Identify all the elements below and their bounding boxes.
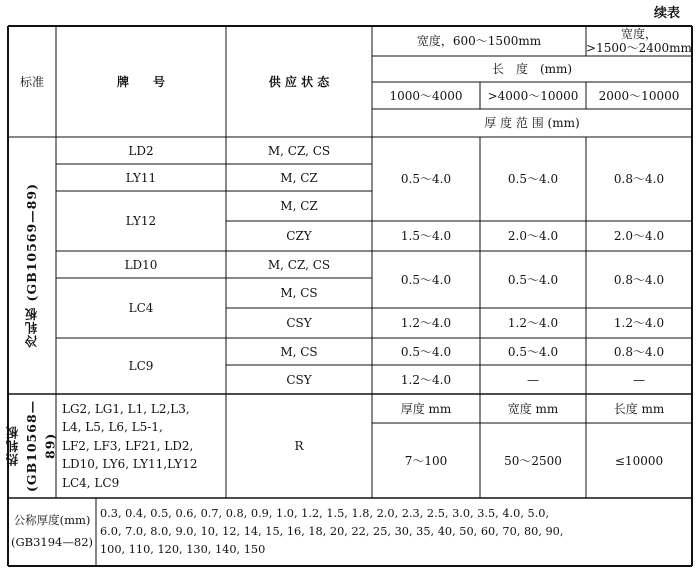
hot-grades — [62, 396, 226, 496]
value-g4-c2: 1.2～4.0 — [507, 316, 559, 330]
grade-ly11: LY11 — [125, 170, 157, 185]
hot-rolled-label-cell — [4, 394, 58, 498]
hot-grades-line: LD10, LY6, LY11,LY12 — [62, 457, 198, 472]
value-g2-c3: 2.0～4.0 — [613, 229, 665, 243]
header-grade: 牌 号 — [116, 74, 165, 89]
value-g1-c2: 0.5～4.0 — [507, 172, 559, 186]
cold-rolled-label: 冷轧板 (GB10569—89) — [23, 183, 39, 348]
value-g4-c1: 1.2～4.0 — [400, 316, 452, 330]
value-g3-c1: 0.5～4.0 — [400, 272, 452, 287]
grade-lc4: LC4 — [128, 301, 154, 315]
state-row-3: M, CZ — [280, 199, 318, 213]
grade-ld10: LD10 — [124, 257, 158, 272]
hot-grades-line: LF2, LF3, LF21, LD2, — [62, 438, 194, 453]
nominal-values-line: 100, 110, 120, 130, 140, 150 — [100, 543, 266, 557]
grade-ld2: LD2 — [128, 143, 154, 158]
nominal-label — [8, 498, 96, 566]
value-g4-c3: 1.2～4.0 — [613, 316, 665, 330]
header-width-2-line2: >1500～2400mm — [586, 41, 692, 55]
nominal-values — [100, 500, 690, 564]
nominal-values-line: 6.0, 7.0, 8.0, 9.0, 10, 12, 14, 15, 16, 18, 20, 22, 25, 30, 35, 40, 50, 60, 70, 80, 90, — [100, 524, 564, 538]
hot-header-width: 宽度 mm — [507, 401, 559, 416]
state-row-4: CZY — [286, 229, 312, 243]
value-g5-c1: 0.5～4.0 — [400, 344, 452, 359]
hot-grades-line: L4, L5, L6, L5-1, — [62, 420, 163, 435]
hot-header-thickness: 厚度 mm — [400, 401, 452, 416]
value-g5-c3: 0.8～4.0 — [613, 344, 665, 359]
state-row-8: M, CS — [280, 344, 318, 359]
value-g2-c2: 2.0～4.0 — [507, 229, 559, 243]
state-row-9: CSY — [286, 372, 312, 387]
hot-grades-line: LG2, LG1, L1, L2,L3, — [62, 401, 190, 416]
hot-header-length: 长度 mm — [613, 401, 665, 416]
value-g6-c2: — — [527, 372, 539, 387]
nominal-label-line2: (GB3194—82) — [10, 535, 93, 549]
header-width-2-line1: 宽度， — [620, 26, 657, 41]
grade-ly12: LY12 — [125, 214, 157, 228]
value-g1-c1: 0.5～4.0 — [400, 172, 452, 186]
header-width-2 — [586, 26, 692, 56]
header-thickness-range: 厚 度 范 围 (mm) — [484, 116, 580, 130]
grade-lc9: LC9 — [128, 359, 154, 373]
header-standard: 标准 — [19, 74, 44, 89]
state-row-5: M, CZ, CS — [267, 257, 331, 272]
hot-value-width: 50～2500 — [504, 453, 562, 468]
value-g3-c3: 0.8～4.0 — [613, 272, 665, 287]
value-g5-c2: 0.5～4.0 — [507, 344, 559, 359]
value-g6-c3: — — [633, 372, 645, 387]
header-length-3: 2000～10000 — [598, 88, 680, 103]
state-row-6: M, CS — [280, 286, 318, 300]
state-row-7: CSY — [286, 316, 312, 330]
hot-grades-line: LC4, LC9 — [62, 475, 120, 490]
header-length-2: >4000～10000 — [487, 88, 579, 103]
header-length-1: 1000～4000 — [389, 88, 463, 103]
state-row-2: M, CZ — [280, 170, 318, 185]
hot-value-length: ≤10000 — [614, 453, 664, 468]
value-g3-c2: 0.5～4.0 — [507, 272, 559, 287]
value-g6-c1: 1.2～4.0 — [400, 372, 452, 387]
nominal-label-line1: 公称厚度(mm) — [13, 513, 91, 528]
hot-state: R — [294, 439, 304, 453]
value-g1-c3: 0.8～4.0 — [613, 172, 665, 186]
continued-caption: 续表 — [653, 6, 680, 21]
state-row-1: M, CZ, CS — [267, 143, 331, 158]
header-supply-state: 供 应 状 态 — [268, 74, 330, 89]
header-length: 长 度 (mm) — [491, 62, 573, 76]
value-g2-c1: 1.5～4.0 — [400, 229, 452, 243]
nominal-values-line: 0.3, 0.4, 0.5, 0.6, 0.7, 0.8, 0.9, 1.0, 1.2, 1.5, 1.8, 2.0, 2.3, 2.5, 3.0, 3.5, 4.0, 5.0, — [100, 506, 550, 520]
hot-rolled-label: 热轧板 (GB10568—89) — [4, 399, 58, 493]
hot-value-thickness: 7～100 — [404, 453, 448, 468]
cold-rolled-label-cell — [8, 137, 56, 394]
header-width-1: 宽度，600～1500mm — [416, 34, 542, 48]
